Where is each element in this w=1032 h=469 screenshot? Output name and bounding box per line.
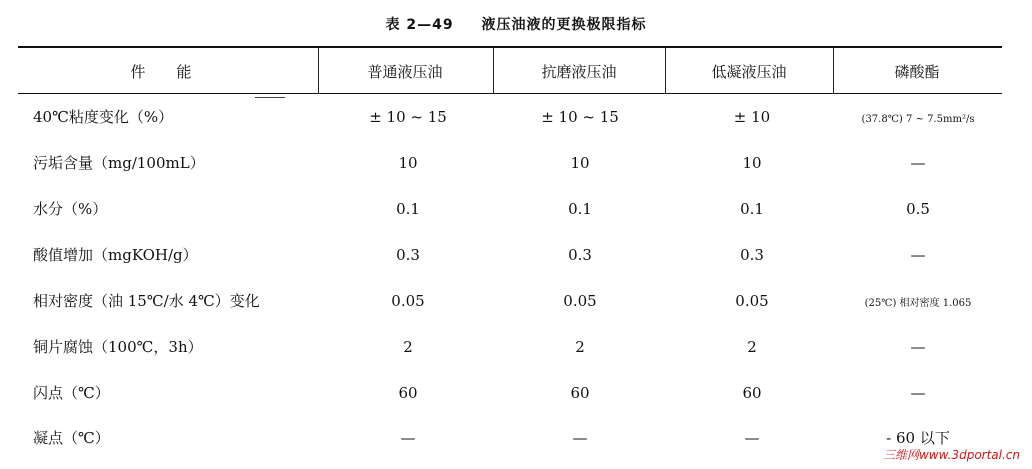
row-label-pour-point: 凝点（℃） [33,429,110,447]
cell-value: 60 [570,384,590,402]
column-divider [318,48,319,94]
row-label-water: 水分（%） [33,200,108,218]
cell-value: 10 [742,154,762,172]
row-label-viscosity: 40℃粘度变化（%） [33,108,174,126]
table-top-rule [18,46,1002,48]
cell-value: — [910,384,926,402]
cell-value: 0.3 [568,246,592,264]
header-property: 件 能 [130,63,200,81]
row-label-contaminant: 污垢含量（mg/100mL） [33,154,205,172]
cell-value: ± 10 ~ 15 [369,108,447,126]
column-divider [493,48,494,94]
row-label-copper: 铜片腐蚀（100℃，3h） [33,338,203,356]
table-header-rule [18,93,1002,94]
cell-value: 0.3 [396,246,420,264]
cell-value: 2 [747,338,757,356]
cell-value: 2 [575,338,585,356]
row-label-density: 相对密度（油 15℃/水 4℃）变化 [33,292,260,310]
cell-value: — [400,429,416,447]
cell-value: 0.1 [568,200,592,218]
cell-value: — [910,154,926,172]
cell-value: - 60 以下 [886,429,950,447]
row-label-flash-point: 闪点（℃） [33,384,110,402]
cell-value: ± 10 [733,108,771,126]
cell-value: 0.05 [735,292,769,310]
cell-value: 0.05 [391,292,425,310]
cell-value: 0.1 [740,200,764,218]
table-caption [0,14,1032,34]
cell-value: 10 [570,154,590,172]
scan-mark [255,97,285,98]
cell-value: 0.5 [906,200,930,218]
cell-value: — [572,429,588,447]
cell-value: (37.8℃) 7 ~ 7.5mm²/s [861,114,975,125]
header-regular-oil: 普通液压油 [367,63,443,81]
header-low-pour-oil: 低凝液压油 [711,63,787,81]
cell-value: 0.05 [563,292,597,310]
table-number: 表 2—49 [385,17,454,33]
column-divider [833,48,834,94]
cell-value: — [744,429,760,447]
cell-value: — [910,246,926,264]
watermark: 三维网www.3dportal.cn [882,448,1020,462]
cell-value: 0.1 [396,200,420,218]
cell-value: 10 [398,154,418,172]
header-phosphate-ester: 磷酸酯 [894,63,940,81]
cell-value: 60 [398,384,418,402]
cell-value: — [910,338,926,356]
cell-value: 0.3 [740,246,764,264]
column-divider [665,48,666,94]
cell-value: 2 [403,338,413,356]
table-title: 液压油液的更换极限指标 [481,17,647,33]
header-antiwear-oil: 抗磨液压油 [541,63,617,81]
row-label-acid: 酸值增加（mgKOH/g） [33,246,198,264]
cell-value: ± 10 ~ 15 [541,108,619,126]
cell-value: (25℃) 相对密度 1.065 [864,298,972,309]
cell-value: 60 [742,384,762,402]
